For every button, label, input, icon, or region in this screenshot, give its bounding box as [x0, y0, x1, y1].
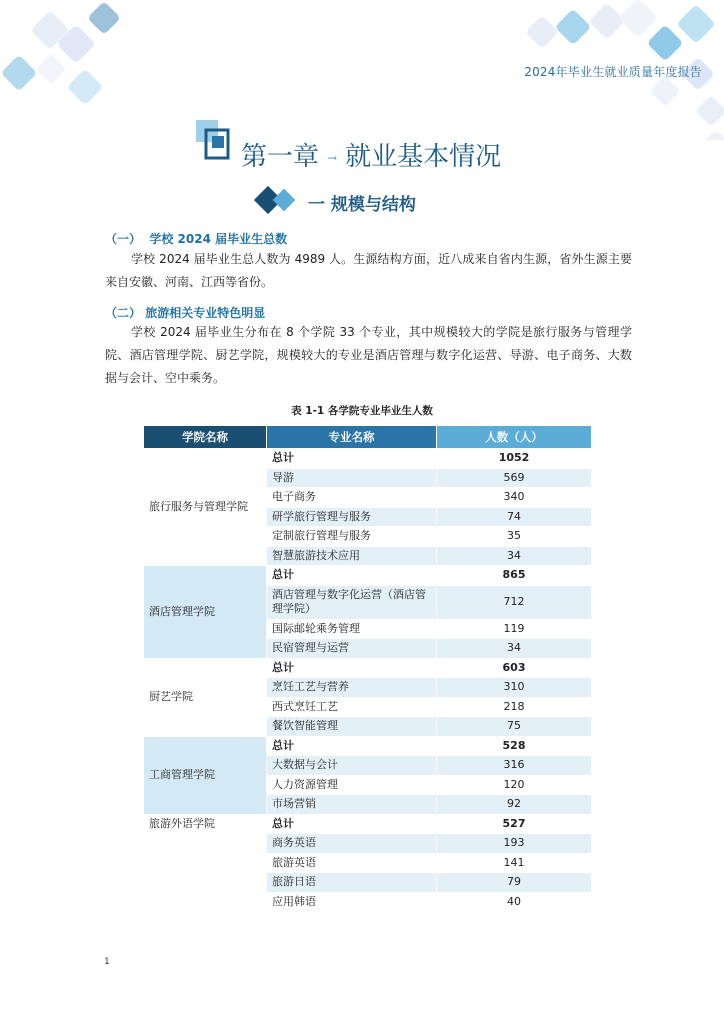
table-row — [144, 814, 592, 834]
subsection-1-paragraph: 学校 2024 届毕业生总人数为 4989 人。生源结构方面，近八成来自省内生源，省外生源主要来自安徽、河南、江西等省份。 — [105, 252, 632, 289]
major-cell: 旅游日语 — [267, 873, 437, 893]
subsection-1-number: （一） — [105, 232, 142, 246]
count-cell: 712 — [437, 585, 592, 619]
section-title — [308, 190, 416, 215]
major-cell: 智慧旅游技术应用 — [267, 546, 437, 566]
major-cell: 西式烹饪工艺 — [267, 697, 437, 717]
count-cell: 193 — [437, 834, 592, 854]
major-cell: 总计 — [267, 566, 437, 586]
college-cell: 酒店管理学院 — [144, 566, 267, 659]
chapter-heading — [196, 120, 526, 172]
table-row — [144, 566, 592, 586]
table-caption: 表 1-1 各学院专业毕业生人数 — [291, 405, 433, 417]
report-title: 2024年毕业生就业质量年度报告 — [524, 65, 702, 79]
count-cell: 79 — [437, 873, 592, 893]
subsection-2-number: （二） — [105, 306, 142, 320]
major-cell: 商务英语 — [267, 834, 437, 854]
count-cell: 34 — [437, 546, 592, 566]
header-college: 学院名称 — [144, 426, 267, 449]
header-count: 人数（人） — [437, 426, 592, 449]
subsection-2-title: 旅游相关专业特色明显 — [145, 306, 266, 320]
chapter-name: 就业基本情况 — [345, 142, 502, 172]
count-cell: 119 — [437, 619, 592, 639]
major-cell: 总计 — [267, 814, 437, 834]
major-cell: 大数据与会计 — [267, 756, 437, 776]
count-cell: 603 — [437, 658, 592, 678]
count-cell: 527 — [437, 814, 592, 834]
count-cell: 35 — [437, 527, 592, 547]
section-diamond-icon — [254, 186, 304, 216]
major-cell: 旅游英语 — [267, 853, 437, 873]
major-cell: 导游 — [267, 468, 437, 488]
major-cell: 定制旅行管理与服务 — [267, 527, 437, 547]
major-cell: 烹饪工艺与营养 — [267, 678, 437, 698]
count-cell: 865 — [437, 566, 592, 586]
college-cell: 工商管理学院 — [144, 736, 267, 814]
major-cell: 市场营销 — [267, 795, 437, 815]
subsection-2-paragraph: 学校 2024 届毕业生分布在 8 个学院 33 个专业，其中规模较大的学院是旅行服务与管理学院、酒店管理学院、厨艺学院，规模较大的专业是酒店管理与数字化运营、导游、电子商务、大数据与会计、空中乘务。 — [105, 325, 632, 385]
header-major: 专业名称 — [267, 426, 437, 449]
count-cell: 310 — [437, 678, 592, 698]
count-cell: 569 — [437, 468, 592, 488]
major-cell: 国际邮轮乘务管理 — [267, 619, 437, 639]
subsection-2-heading — [105, 304, 265, 321]
section-name: 规模与结构 — [330, 195, 416, 215]
page-number: 1 — [104, 957, 110, 967]
count-cell: 75 — [437, 717, 592, 737]
section-number: 一 — [308, 195, 325, 215]
table-row — [144, 658, 592, 678]
subsection-1-heading — [105, 230, 287, 247]
major-cell: 总计 — [267, 449, 437, 469]
count-cell: 34 — [437, 639, 592, 659]
major-cell: 酒店管理与数字化运营（酒店管理学院） — [267, 585, 437, 619]
college-cell: 旅行服务与管理学院 — [144, 449, 267, 566]
college-cell: 厨艺学院 — [144, 658, 267, 736]
major-cell: 餐饮智能管理 — [267, 717, 437, 737]
college-cell: 旅游外语学院 — [144, 814, 267, 912]
major-cell: 电子商务 — [267, 488, 437, 508]
majors-table — [143, 425, 592, 912]
table-row — [144, 449, 592, 469]
table-header-row — [144, 426, 592, 449]
table-row — [144, 736, 592, 756]
count-cell: 218 — [437, 697, 592, 717]
chapter-emblem-icon — [196, 120, 240, 168]
major-cell: 总计 — [267, 736, 437, 756]
major-cell: 人力资源管理 — [267, 775, 437, 795]
count-cell: 1052 — [437, 449, 592, 469]
major-cell: 民宿管理与运营 — [267, 639, 437, 659]
count-cell: 141 — [437, 853, 592, 873]
count-cell: 340 — [437, 488, 592, 508]
chapter-label: 第一章 — [241, 142, 320, 172]
subsection-1-title: 学校 2024 届毕业生总数 — [149, 232, 288, 246]
chapter-separator: → — [327, 151, 338, 165]
major-cell: 研学旅行管理与服务 — [267, 507, 437, 527]
major-cell: 总计 — [267, 658, 437, 678]
major-cell: 应用韩语 — [267, 892, 437, 912]
decorative-tiles-left — [1, 1, 121, 105]
count-cell: 92 — [437, 795, 592, 815]
count-cell: 120 — [437, 775, 592, 795]
count-cell: 74 — [437, 507, 592, 527]
count-cell: 40 — [437, 892, 592, 912]
count-cell: 316 — [437, 756, 592, 776]
chapter-title — [241, 136, 501, 173]
count-cell: 528 — [437, 736, 592, 756]
